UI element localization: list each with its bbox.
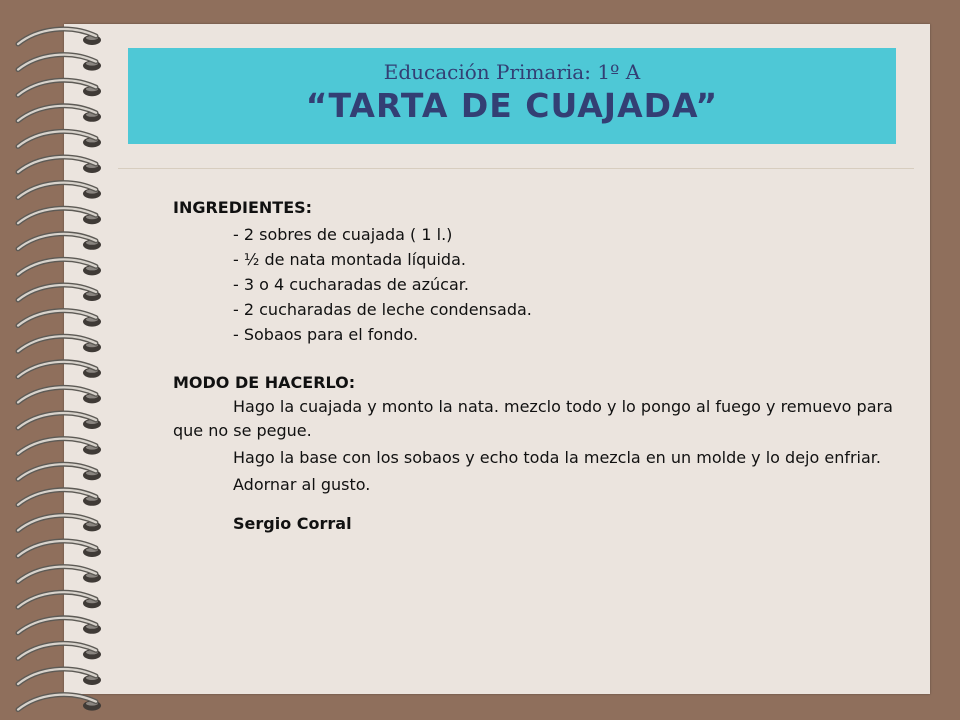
author-signature: Sergio Corral [233, 514, 352, 533]
method-section [173, 371, 893, 497]
ingredient-item: - ½ de nata montada líquida. [233, 250, 466, 269]
ingredient-item: - 3 o 4 cucharadas de azúcar. [233, 275, 469, 294]
ingredient-item: - Sobaos para el fondo. [233, 325, 419, 344]
ingredient-item: - 2 sobres de cuajada ( 1 l.) [233, 225, 453, 244]
ingredients-heading: INGREDIENTES: [173, 198, 313, 217]
method-paragraph: Hago la base con los sobaos y echo toda la mezcla en un molde y lo dejo enfriar. [233, 448, 881, 467]
ingredients-list [173, 223, 893, 347]
spiral-ring [18, 695, 101, 711]
method-paragraph: Adornar al gusto. [233, 475, 371, 494]
page-title: “TARTA DE CUAJADA” [305, 86, 719, 125]
method-paragraph: Hago la cuajada y monto la nata. mezclo todo y lo pongo al fuego y remuevo para que no se pegue. [173, 397, 893, 440]
title-banner [128, 48, 896, 144]
recipe-content [173, 196, 893, 536]
ingredient-item: - 2 cucharadas de leche condensada. [233, 300, 532, 319]
subtitle: Educación Primaria: 1º A [383, 60, 641, 84]
divider-line [118, 168, 914, 169]
method-heading: MODO DE HACERLO: [173, 373, 356, 392]
